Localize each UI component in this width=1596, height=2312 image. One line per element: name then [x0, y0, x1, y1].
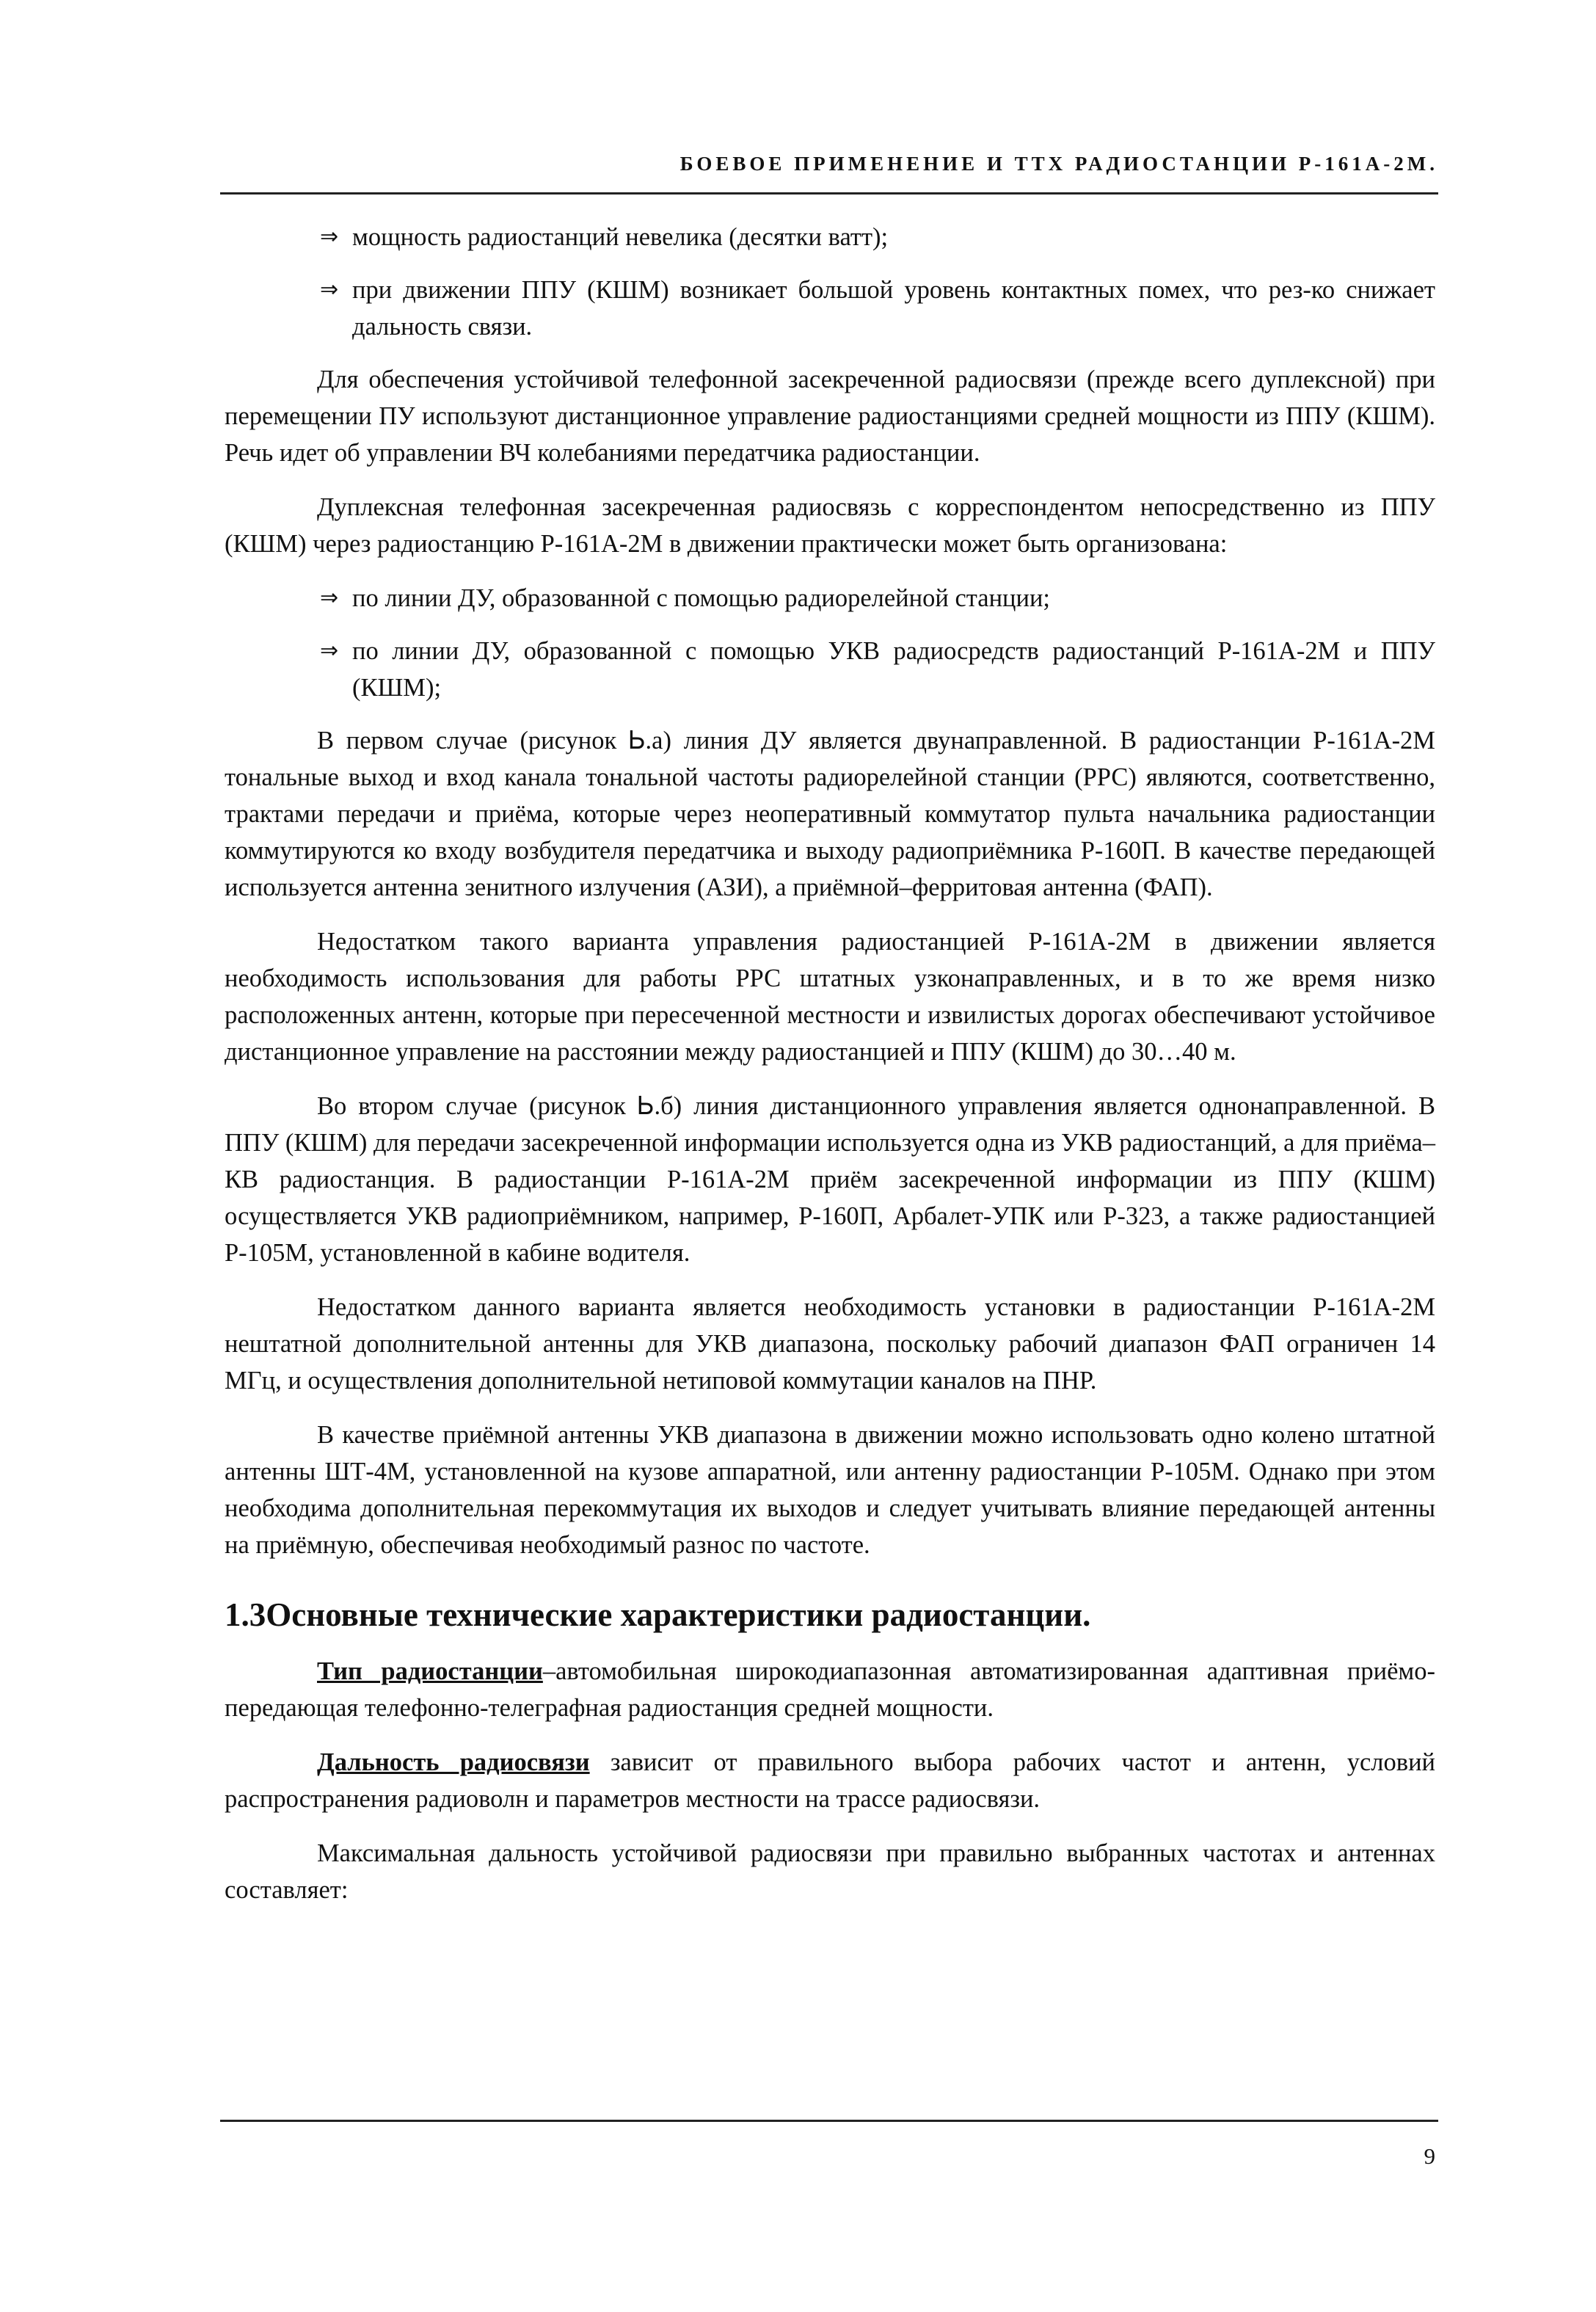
- page-number: 9: [1424, 2143, 1435, 2169]
- paragraph: Недостатком данного варианта является необходимость установки в радиостанции Р-161А-2М нештатной дополнительной антенны для УКВ диапазона, поскольку рабочий диапазон ФАП ограничен 14 МГц, и осуществления дополнительной нетиповой коммутации каналов на ПНР.: [225, 1293, 1435, 1395]
- bullet-text: по линии ДУ, образованной с помощью УКВ радиосредств радиостанций Р-161А-2М и ППУ (КШМ);: [352, 637, 1435, 702]
- bullet-text: мощность радиостанций невелика (десятки ватт);: [352, 223, 889, 251]
- paragraph: [225, 1744, 1435, 1817]
- paragraph: В первом случае (рисунок Ꮟ.а) линия ДУ является двунаправленной. В радиостанции Р-161А-2М тональные выход и вход канала тональной частоты радиорелейной станции (РРС) являются, соответственно, трактами передачи и приёма, которые через неоперативный коммутатор пульта начальника радиостанции коммутируются ко входу возбудителя передатчика и выходу радиоприёмника Р-160П. В качестве передающей используется антенна зенитного излучения (АЗИ), а приёмной–ферритовая антенна (ФАП).: [225, 727, 1435, 901]
- bullet-text: при движении ППУ (КШМ) возникает большой уровень контактных помех, что рез-ко снижает дальность связи.: [352, 276, 1435, 341]
- bullet-item: [320, 633, 1435, 706]
- arrow-bullet-icon: ⇒: [320, 277, 339, 302]
- arrow-bullet-icon: ⇒: [320, 224, 339, 250]
- arrow-bullet-icon: ⇒: [320, 638, 339, 664]
- bullet-item: [320, 219, 1435, 255]
- term-definition: –автомобильная широкодиапазонная автоматизированная адаптивная приёмо-передающая телефонно-телеграфная радиостанция средней мощности.: [225, 1657, 1435, 1722]
- page-body: [225, 219, 1435, 1926]
- arrow-bullet-icon: ⇒: [320, 585, 339, 611]
- running-header: БОЕВОЕ ПРИМЕНЕНИЕ И ТТХ РАДИОСТАНЦИИ Р-161А-2М.: [679, 153, 1438, 175]
- paragraph: Для обеспечения устойчивой телефонной засекреченной радиосвязи (прежде всего дуплексной) при перемещении ПУ используют дистанционное управление радиостанциями средней мощности из ППУ (КШМ). Речь идет об управлении ВЧ колебаниями передатчика радиостанции.: [225, 366, 1435, 467]
- paragraph: [225, 1653, 1435, 1726]
- bullet-item: [320, 272, 1435, 345]
- bullet-text: по линии ДУ, образованной с помощью радиорелейной станции;: [352, 584, 1051, 612]
- paragraph: В качестве приёмной антенны УКВ диапазона в движении можно использовать одно колено штатной антенны ШТ-4М, установленной на кузове аппаратной, или антенну радиостанции Р-105М. Однако при этом необходима дополнительная перекоммутация их выходов и следует учитывать влияние передающей антенны на приёмную, обеспечивая необходимый разнос по частоте.: [225, 1421, 1435, 1559]
- paragraph: Максимальная дальность устойчивой радиосвязи при правильно выбранных частотах и антеннах составляет:: [225, 1839, 1435, 1904]
- term-label: Тип радиостанции: [317, 1657, 543, 1685]
- paragraph: Недостатком такого варианта управления радиостанцией Р-161А-2М в движении является необходимость использования для работы РРС штатных узконаправленных, и в то же время низко расположенных антенн, которые при пересеченной местности и извилистых дорогах обеспечивают устойчивое дистанционное управление на расстоянии между радиостанцией и ППУ (КШМ) до 30…40 м.: [225, 928, 1435, 1066]
- paragraph: Во втором случае (рисунок Ꮟ.б) линия дистанционного управления является однонаправленной. В ППУ (КШМ) для передачи засекреченной информации используется одна из УКВ радиостанций, а для приёма–КВ радиостанция. В радиостанции Р-161А-2М приём засекреченной информации из ППУ (КШМ) осуществляется УКВ радиоприёмником, например, Р-160П, Арбалет-УПК или Р-323, а также радиостанцией Р-105М, установленной в кабине водителя.: [225, 1092, 1435, 1267]
- term-label: Дальность радиосвязи: [317, 1748, 590, 1776]
- footer-rule: [220, 2120, 1438, 2122]
- section-heading: 1.3Основные технические характеристики радиостанции.: [225, 1596, 1091, 1633]
- bullet-item: [320, 580, 1435, 617]
- paragraph: Дуплексная телефонная засекреченная радиосвязь с корреспондентом непосредственно из ППУ (КШМ) через радиостанцию Р-161А-2М в движении практически может быть организована:: [225, 493, 1435, 558]
- term-definition: зависит от правильного выбора рабочих частот и антенн, условий распространения радиоволн и параметров местности на трассе радиосвязи.: [225, 1748, 1435, 1813]
- header-rule: [220, 192, 1438, 195]
